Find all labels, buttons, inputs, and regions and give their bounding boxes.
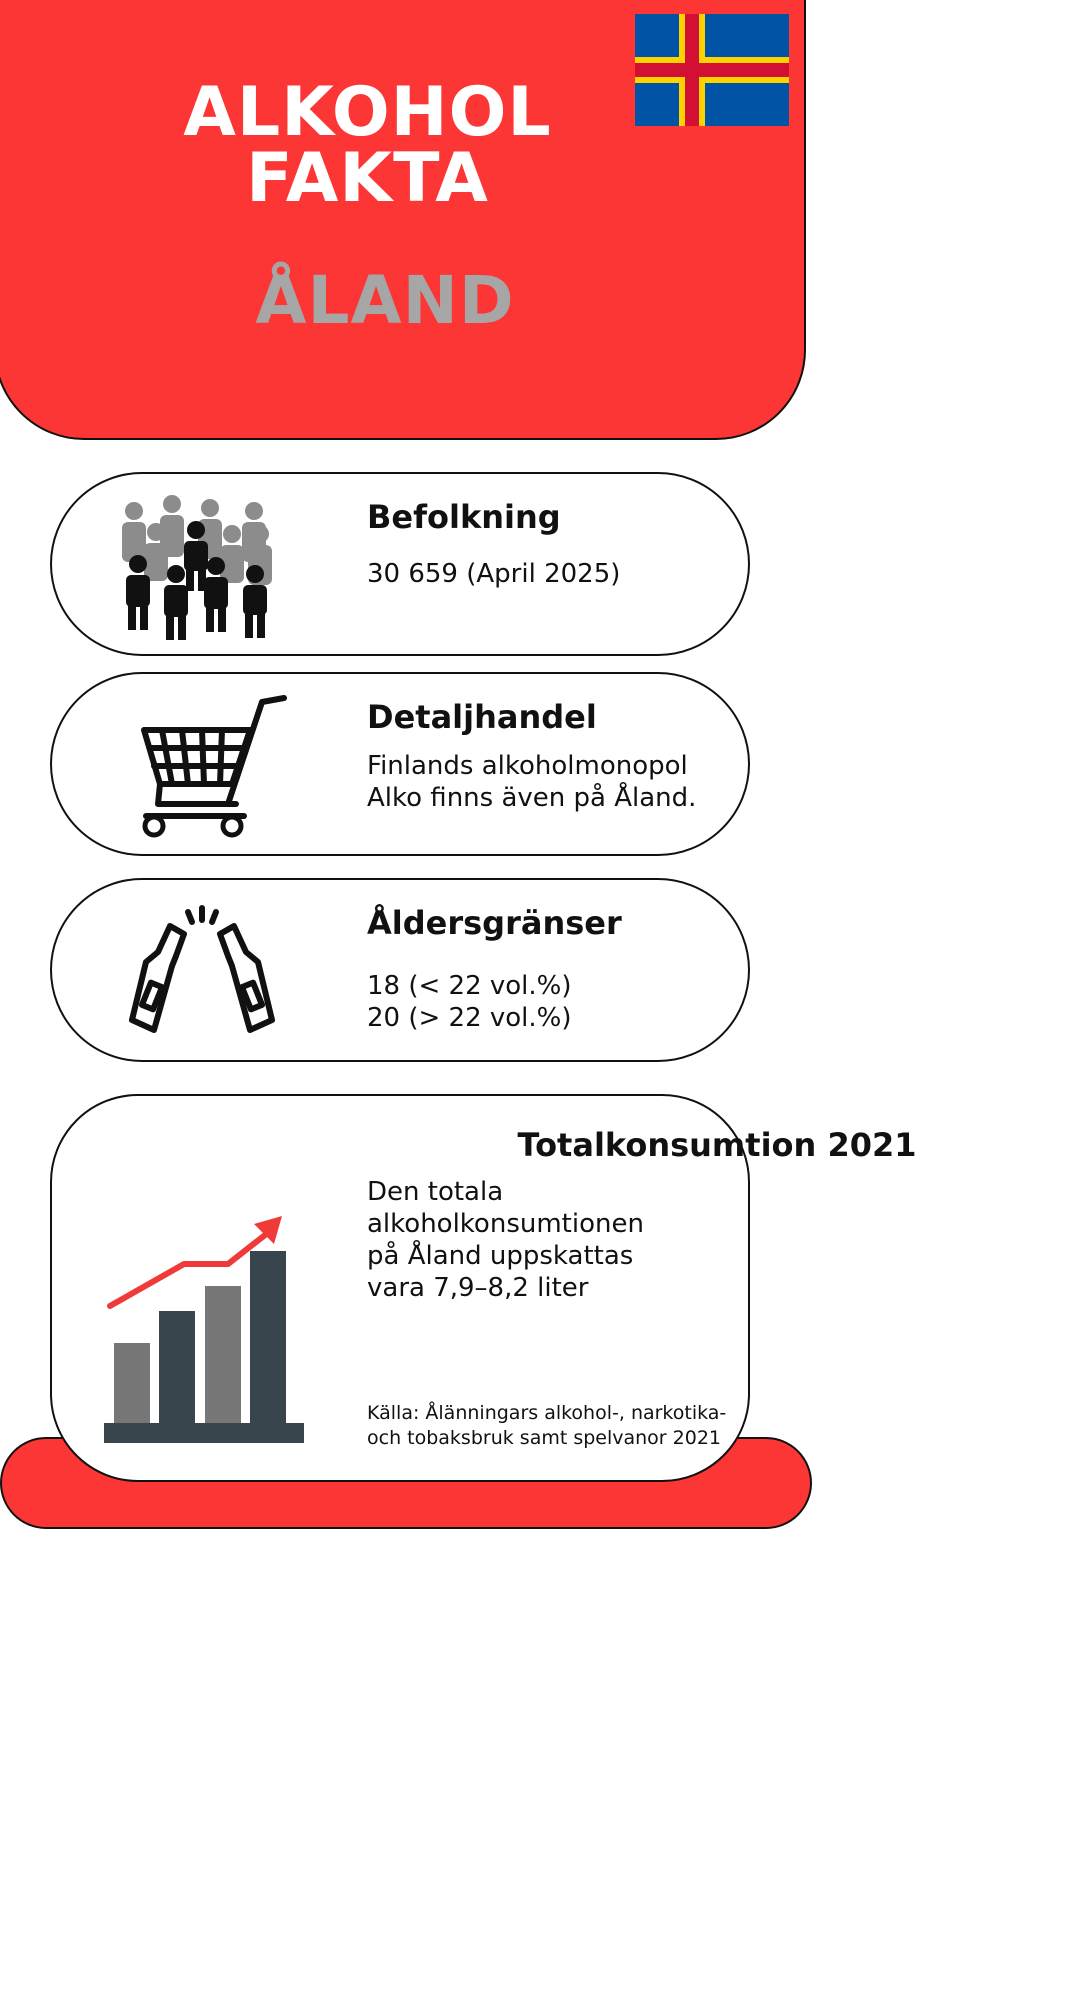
title-line-2: FAKTA — [246, 139, 489, 218]
card-text-consumption: Den totala alkoholkonsumtionen på Åland uppskattas vara 7,9–8,2 liter — [367, 1177, 644, 1303]
card-text-age-limits: 18 (< 22 vol.%) 20 (> 22 vol.%) — [367, 971, 572, 1033]
shopping-cart-icon — [132, 692, 292, 846]
card-retail — [50, 672, 750, 856]
title-line-1: ALKOHOL — [183, 73, 552, 152]
card-age-limits — [50, 878, 750, 1062]
card-title-population: Befolkning — [367, 498, 561, 536]
source-note: Källa: Ålänningars alkohol-, narkotika- och tobaksbruk samt spelvanor 2021 — [367, 1402, 727, 1449]
card-text-population: 30 659 (April 2025) — [367, 559, 621, 589]
aland-flag-icon — [635, 14, 789, 126]
card-title-consumption: Totalkonsumtion 2021 — [517, 1126, 917, 1164]
card-consumption — [50, 1094, 917, 1482]
bar-chart-growth-icon — [104, 1206, 304, 1450]
card-title-retail: Detaljhandel — [367, 698, 597, 736]
card-text-retail: Finlands alkoholmonopol Alko finns även på Åland. — [367, 751, 697, 813]
bottles-cheers-icon — [112, 906, 292, 1050]
people-group-icon — [112, 494, 282, 646]
card-title-age-limits: Åldersgränser — [367, 904, 622, 942]
region-subtitle: ÅLAND — [255, 262, 515, 339]
page-title — [0, 73, 735, 218]
card-population — [50, 472, 750, 656]
